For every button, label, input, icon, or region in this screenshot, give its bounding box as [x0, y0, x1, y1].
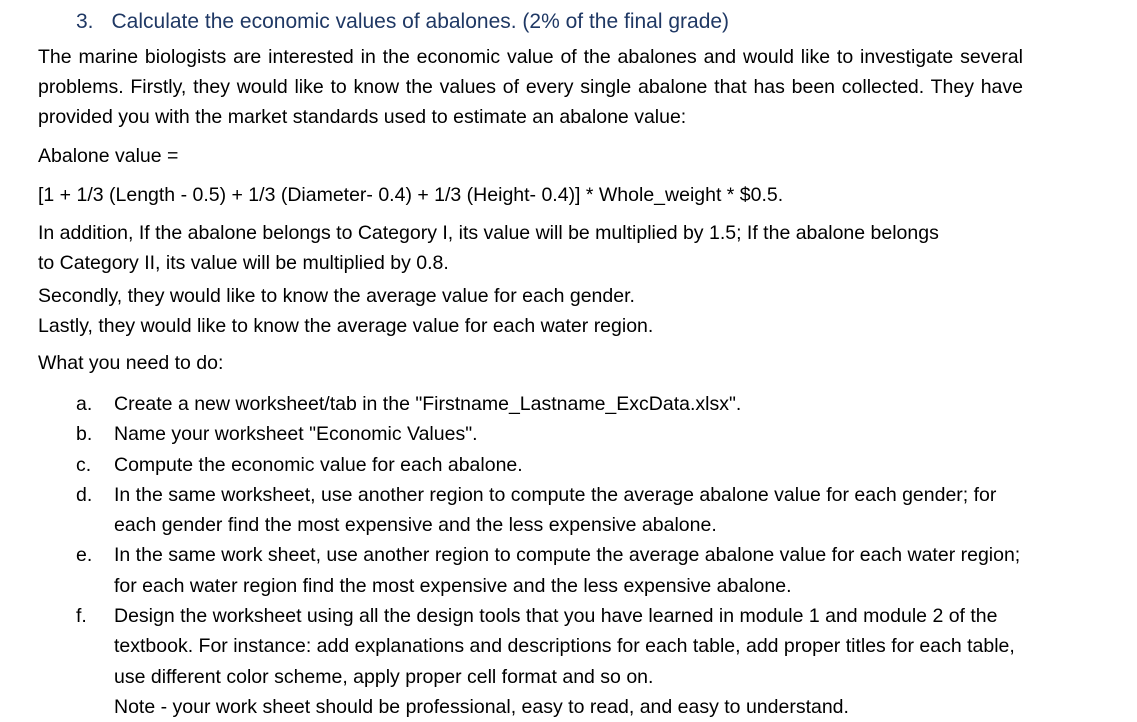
list-item [76, 389, 1036, 419]
list-item-text: Create a new worksheet/tab in the "Firstname_Lastname_ExcData.xlsx". [114, 393, 742, 415]
list-item [76, 419, 1036, 449]
formula-text: [1 + 1/3 (Length - 0.5) + 1/3 (Diameter- 0.4) + 1/3 (Height- 0.4)] * Whole_weight * $0.5. [38, 184, 784, 206]
list-item [76, 480, 1036, 541]
list-item [76, 540, 1036, 601]
list-item-text: Name your worksheet "Economic Values". [114, 423, 478, 446]
list-marker: a. [76, 393, 93, 415]
todo-label: What you need to do: [38, 352, 224, 374]
list-marker: e. [76, 544, 93, 567]
list-marker: f. [76, 605, 87, 628]
region-average-paragraph: Lastly, they would like to know the average value for each water region. [38, 315, 654, 337]
note-text: Note - your work sheet should be professional, easy to read, and easy to understand. [114, 695, 849, 718]
list-marker: b. [76, 423, 93, 446]
formula-label: Abalone value = [38, 145, 179, 167]
list-marker: c. [76, 453, 92, 476]
list-item [76, 601, 1036, 692]
section-number: 3. [76, 10, 94, 33]
list-item-text: In the same worksheet, use another region to compute the average abalone value for each gender; for each gender find the most expensive and the less expensive abalone. [114, 483, 997, 537]
list-marker: d. [76, 483, 93, 506]
list-item [76, 450, 1036, 480]
list-item-text: In the same work sheet, use another region to compute the average abalone value for each water region; for each water region find the most expensive and the less expensive abalone. [114, 544, 1021, 597]
section-title: Calculate the economic values of abalones. (2% of the final grade) [111, 10, 730, 33]
intro-paragraph: The marine biologists are interested in the economic value of the abalones and would like to investigate several problems. Firstly, they would like to know the values of every single abalone that has been collected. They have provided you with the market standards used to estimate an abalone value: [38, 46, 1023, 128]
category-multiplier-paragraph: In addition, If the abalone belongs to Category I, its value will be multiplied by 1.5; If the abalone belongs to Category II, its value will be multiplied by 0.8. [38, 222, 939, 274]
section-heading [76, 8, 729, 36]
task-list [76, 389, 1036, 722]
list-item-text: Design the worksheet using all the design tools that you have learned in module 1 and module 2 of the textbook. For instance: add explanations and descriptions for each table, add proper titles for each table, use different color scheme, apply proper cell format and so on. [114, 605, 1015, 688]
gender-average-paragraph: Secondly, they would like to know the average value for each gender. [38, 285, 635, 307]
list-item-text: Compute the economic value for each abalone. [114, 453, 523, 476]
